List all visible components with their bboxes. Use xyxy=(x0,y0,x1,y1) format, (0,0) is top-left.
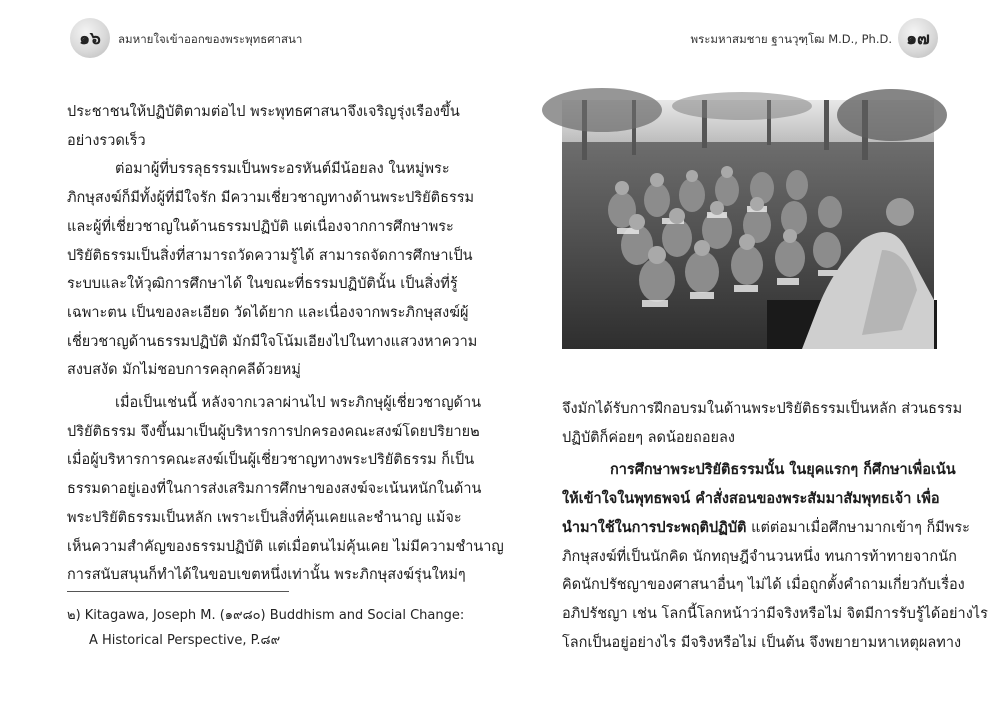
text-line-bold: การศึกษาพระปริยัติธรรมนั้น ในยุคแรกๆ ก็ศึกษาเพื่อเน้น xyxy=(610,462,956,479)
text-line: ประชาชนให้ปฏิบัติตามต่อไป พระพุทธศาสนาจึงเจริญรุ่งเรืองขึ้น xyxy=(67,104,460,120)
text-line: เชี่ยวชาญด้านธรรมปฏิบัติ มักมีใจโน้มเอียงไปในทางแสวงหาความ xyxy=(67,333,478,350)
footnote-line: ๒) Kitagawa, Joseph M. (๑๙๘๐) Buddhism and Social Change: xyxy=(67,608,465,623)
text-line: เฉพาะตน เป็นของละเอียด วัดได้ยาก และเนื่องจากพระภิกษุสงฆ์ผู้ xyxy=(67,304,469,321)
text-line: คิดนักปรัชญาของศาสนาอื่นๆ ไม่ได้ เมื่อถูกตั้งคำถามเกี่ยวกับเรื่อง xyxy=(562,577,965,594)
text-line: ปฏิบัติก็ค่อยๆ ลดน้อยถอยลง xyxy=(562,429,736,446)
text-segment: แต่ต่อมาเมื่อศึกษามากเข้าๆ ก็มีพระ xyxy=(746,519,970,536)
text-line: โลกเป็นอยู่อย่างไร มีจริงหรือไม่ เป็นต้น จึงพยายามหาเหตุผลทาง xyxy=(562,634,962,651)
text-line: ระบบและให้วุฒิการศึกษาได้ ในขณะที่ธรรมปฏิบัตินั้น เป็นสิ่งที่รู้ xyxy=(67,276,458,293)
right-body-text xyxy=(562,395,988,657)
bold-phrase: นำมาใช้ในการประพฤติปฏิบัติ xyxy=(562,519,747,536)
text-line: เมื่อผู้บริหารการคณะสงฆ์เป็นผู้เชี่ยวชาญทางพระปริยัติธรรม ก็เป็น xyxy=(67,452,475,469)
left-body-text xyxy=(67,98,504,590)
page-number-left: ๑๖ xyxy=(70,18,110,58)
text-line: เมื่อเป็นเช่นนี้ หลังจากเวลาผ่านไป พระภิกษุผู้เชี่ยวชาญด้าน xyxy=(115,395,482,412)
text-line: จึงมักได้รับการฝึกอบรมในด้านพระปริยัติธรรมเป็นหลัก ส่วนธรรม xyxy=(562,401,963,417)
text-line: ต่อมาผู้ที่บรรลุธรรมเป็นพระอรหันต์มีน้อยลง ในหมู่พระ xyxy=(115,161,450,178)
text-line: และผู้ที่เชี่ยวชาญในด้านธรรมปฏิบัติ แต่เนื่องจากการศึกษาพระ xyxy=(67,218,454,235)
text-line: ปริยัติธรรม จึงขึ้นมาเป็นผู้บริหารการปกครองคณะสงฆ์โดยปริยาย๒ xyxy=(67,423,480,440)
footnote xyxy=(67,603,467,653)
footnote-divider xyxy=(67,591,289,592)
text-line: ปริยัติธรรมเป็นสิ่งที่สามารถวัดความรู้ได้ สามารถจัดการศึกษาเป็น xyxy=(67,247,473,264)
text-line: ภิกษุสงฆ์ก็มีทั้งผู้ที่มีใจรัก มีความเชี่ยวชาญทางด้านพระปริยัติธรรม xyxy=(67,190,475,207)
running-head-right: พระมหาสมชาย ฐานวุฑฺโฒ M.D., Ph.D. xyxy=(690,32,892,46)
page-number-right: ๑๗ xyxy=(898,18,938,58)
text-line: ภิกษุสงฆ์ที่เป็นนักคิด นักทฤษฎีจำนวนหนึ่ง ทนการท้าทายจากนัก xyxy=(562,548,957,565)
text-line: อย่างรวดเร็ว xyxy=(67,132,146,149)
text-line: การสนับสนุนก็ทำได้ในขอบเขตหนึ่งเท่านั้น พระภิกษุสงฆ์รุ่นใหม่ๆ xyxy=(67,567,466,584)
running-head-left: ลมหายใจเข้าออกของพระพุทธศาสนา xyxy=(118,32,303,46)
text-line: พระปริยัติธรรมเป็นหลัก เพราะเป็นสิ่งที่คุ้นเคยและชำนาญ แม้จะ xyxy=(67,509,462,526)
text-line-bold: ให้เข้าใจในพุทธพจน์ คำสั่งสอนของพระสัมมาสัมพุทธเจ้า เพื่อ xyxy=(562,491,940,508)
right-page xyxy=(500,0,1000,707)
text-line-mixed xyxy=(562,514,970,543)
footnote-line: A Historical Perspective, P.๘๙ xyxy=(89,633,281,648)
text-line: เห็นความสำคัญของธรรมปฏิบัติ แต่เมื่อตนไม่คุ้นเคย ไม่มีความชำนาญ xyxy=(67,538,504,555)
text-line: สงบสงัด มักไม่ชอบการคลุกคลีด้วยหมู่ xyxy=(67,362,301,379)
monks-photo xyxy=(562,100,934,349)
text-line: ธรรมดาอยู่เองที่ในการส่งเสริมการศึกษาของสงฆ์จะเน้นหนักในด้าน xyxy=(67,481,482,498)
text-line: อภิปรัชญา เช่น โลกนี้โลกหน้าว่ามีจริงหรือไม่ จิตมีการรับรู้ได้อย่างไร xyxy=(562,605,988,622)
